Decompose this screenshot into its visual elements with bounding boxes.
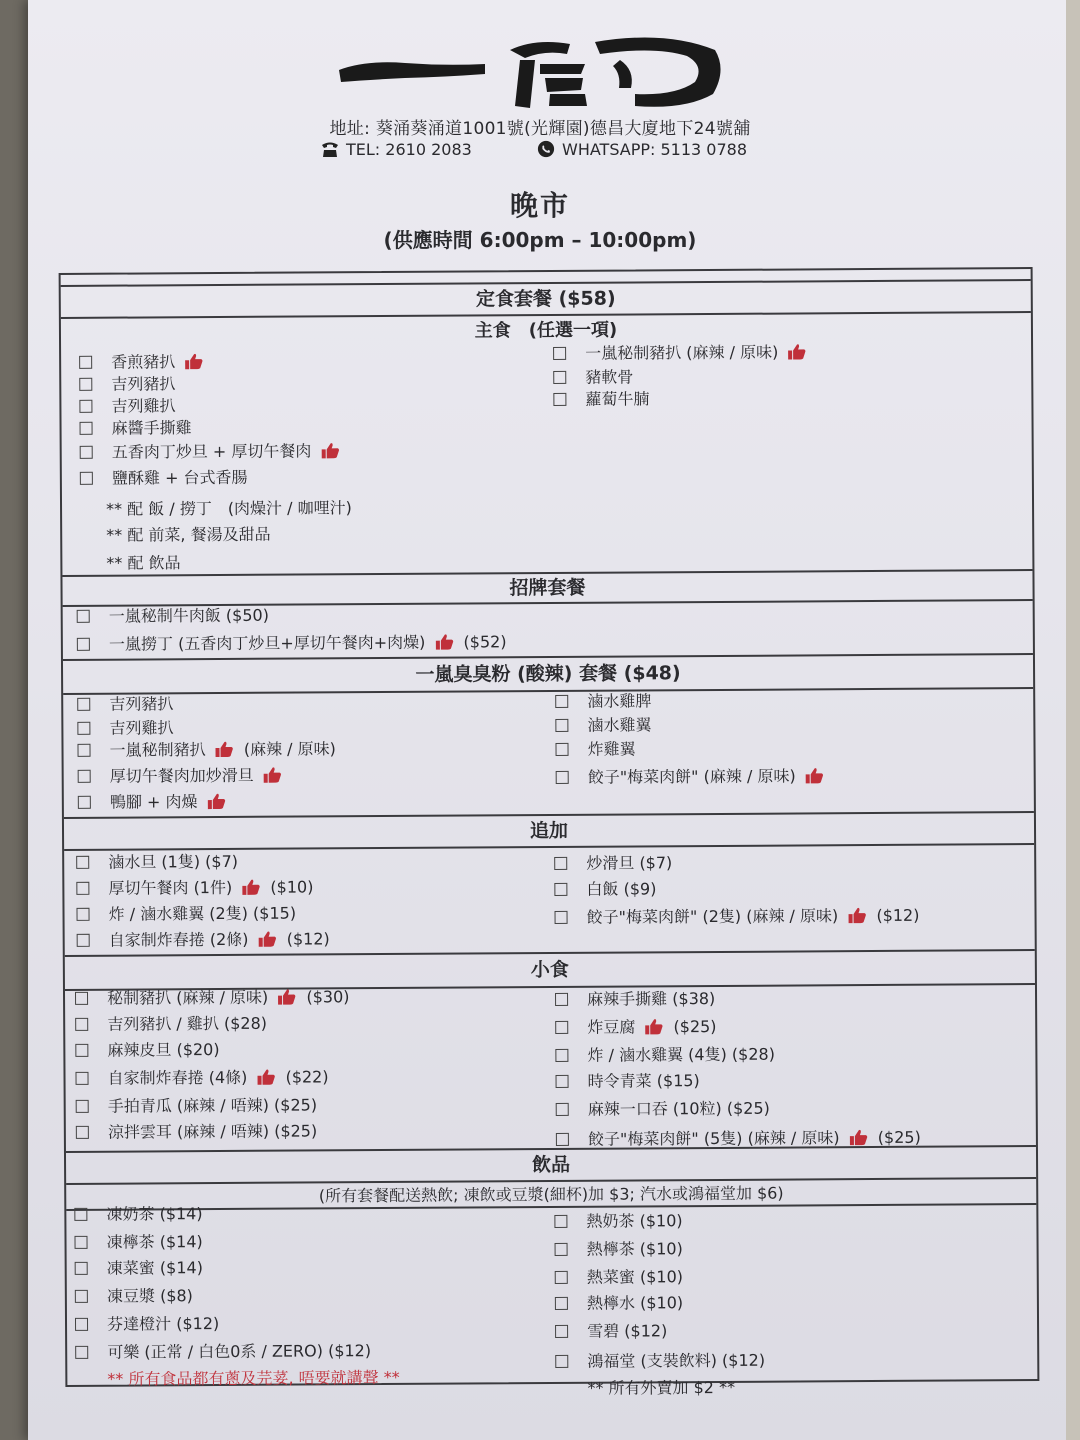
- menu-item: [555, 1239, 683, 1260]
- menu-item: [74, 1232, 202, 1253]
- checkbox[interactable]: [555, 1271, 568, 1284]
- menu-item: [555, 739, 635, 759]
- item-name: 豬軟骨: [580, 367, 634, 387]
- menu-item: [555, 1071, 699, 1092]
- item-name: 香煎豬扒: [106, 352, 181, 372]
- menu-item: [75, 987, 350, 1009]
- checkbox[interactable]: [77, 638, 90, 651]
- item-price: ($8): [159, 1286, 193, 1306]
- item-name: 一嵐撈丁 (五香肉丁炒旦+厚切午餐肉+肉燥): [103, 632, 431, 654]
- menu-item: [77, 632, 507, 655]
- item-price: ($14): [159, 1204, 203, 1224]
- checkbox[interactable]: [78, 796, 91, 809]
- thumbs-up-icon: [256, 1068, 276, 1086]
- checkbox[interactable]: [78, 770, 91, 783]
- menu-item: [555, 1267, 683, 1288]
- checkbox[interactable]: [75, 1318, 88, 1331]
- menu-item: [555, 1293, 683, 1314]
- item-price: ($52): [458, 632, 507, 652]
- menu-item: [77, 739, 335, 761]
- item-price: ($7): [639, 853, 673, 873]
- item-option: (麻辣 / 原味): [703, 766, 801, 787]
- checkbox[interactable]: [74, 1236, 87, 1249]
- section-header-snacks: 小食: [65, 949, 1035, 991]
- item-name: 麻醬手撕雞: [106, 418, 192, 438]
- item-price: ($25): [274, 1121, 318, 1141]
- checkbox[interactable]: [76, 882, 89, 895]
- menu-item: [553, 389, 649, 410]
- menu-item: [79, 352, 208, 373]
- menu-item: [78, 792, 231, 813]
- menu-item: [75, 1014, 267, 1035]
- checkbox[interactable]: [553, 347, 566, 360]
- item-price: ($10): [639, 1267, 684, 1287]
- item-name: 凍檸茶: [101, 1232, 160, 1252]
- menu-item: [75, 1341, 371, 1363]
- checkbox[interactable]: [555, 1297, 568, 1310]
- item-name: 鹽酥雞 + 台式香腸: [106, 467, 248, 488]
- item-name: 吉列豬扒: [104, 694, 174, 714]
- checkbox[interactable]: [75, 1346, 88, 1359]
- address: 地址: 葵涌葵涌道1001號(光輝園)德昌大廈地下24號舖: [329, 119, 751, 139]
- item-name: 炸豆腐: [582, 1017, 641, 1037]
- item-price: ($7): [205, 851, 239, 872]
- item-name: 凍奶茶: [101, 1204, 160, 1224]
- menu-item: [75, 1258, 203, 1279]
- item-name: 熱檸水: [581, 1293, 641, 1313]
- menu-item: [80, 468, 248, 489]
- checkbox[interactable]: [79, 378, 92, 391]
- item-name: 凍菜蜜: [101, 1258, 160, 1278]
- thumbs-up-icon: [320, 441, 340, 459]
- phone-number: TEL: 2610 2083: [346, 140, 472, 159]
- checkbox[interactable]: [79, 356, 92, 369]
- menu-item: [553, 342, 811, 364]
- item-price: ($20): [176, 1040, 220, 1060]
- item-price: ($28): [731, 1044, 775, 1064]
- thumbs-up-icon: [805, 766, 825, 784]
- drinks-note: (所有套餐配送熱飲; 凍飲或豆漿(細杯)加 $3; 汽水或鴻福堂加 $6): [318, 1183, 784, 1206]
- checkbox[interactable]: [555, 1021, 568, 1034]
- checkbox[interactable]: [556, 1103, 569, 1116]
- item-name: 炸 / 滷水雞翼 (4隻): [582, 1044, 732, 1065]
- item-price: ($15): [252, 903, 297, 923]
- checkbox[interactable]: [555, 1243, 568, 1256]
- meal-note: ** 配 飯 / 撈丁 (肉燥汁 / 咖哩汁): [105, 498, 352, 519]
- item-price: ($25): [872, 1127, 921, 1148]
- menu-item: [77, 718, 173, 739]
- checkbox[interactable]: [76, 908, 89, 921]
- thumbs-up-icon: [434, 633, 454, 651]
- item-name: 餃子"梅菜肉餅" (2隻) (麻辣 / 原味): [581, 906, 844, 927]
- checkbox[interactable]: [80, 446, 93, 459]
- menu-item: [75, 1314, 219, 1335]
- checkbox[interactable]: [556, 771, 569, 784]
- item-name: 炸 / 滷水雞翼 (2隻): [103, 903, 254, 924]
- item-name: 熱奶茶: [581, 1211, 640, 1231]
- checkbox[interactable]: [77, 934, 90, 947]
- item-price: ($14): [159, 1258, 203, 1278]
- checkbox[interactable]: [77, 698, 90, 711]
- item-name: 秘制豬扒 (麻辣 / 原味): [101, 987, 274, 1008]
- thumbs-up-icon: [849, 1128, 869, 1146]
- thumbs-up-icon: [241, 878, 261, 896]
- item-price: ($12): [176, 1314, 220, 1334]
- menu-item: [555, 691, 651, 712]
- item-name: 鴨腳 + 肉燥: [104, 792, 203, 812]
- item-name: 吉列雞扒: [106, 396, 176, 416]
- checkbox[interactable]: [76, 1100, 89, 1113]
- whatsapp-number: WHATSAPP: 5113 0788: [562, 140, 748, 159]
- item-name: 滷水旦 (1隻): [103, 852, 206, 872]
- item-price: ($12): [327, 1341, 372, 1361]
- thumbs-up-icon: [258, 930, 278, 948]
- restaurant-logo: [335, 30, 725, 110]
- menu-item: [77, 694, 173, 715]
- item-name: 芬達橙汁: [101, 1314, 177, 1334]
- item-name: 時令青菜: [582, 1071, 657, 1091]
- item-name: 自家制炸春捲 (4條): [102, 1067, 253, 1088]
- service-hours: (供應時間 6:00pm – 10:00pm): [383, 228, 697, 252]
- item-name: 涼拌雲耳 (麻辣 / 唔辣): [102, 1121, 275, 1142]
- menu-item: [554, 853, 672, 874]
- item-name: 自家制炸春捲 (2條): [103, 929, 254, 950]
- item-price: ($12): [281, 929, 330, 949]
- item-name: 吉列豬扒 / 雞扒: [102, 1013, 225, 1034]
- item-option: (麻辣 / 原味): [238, 739, 336, 759]
- menu-item: [555, 1321, 667, 1342]
- menu-item: [555, 1351, 765, 1372]
- item-name: 手拍青瓜 (麻辣 / 唔辣): [102, 1095, 275, 1116]
- menu-item: [76, 877, 313, 898]
- item-price: ($12): [624, 1321, 668, 1341]
- item-price: ($12): [871, 905, 920, 926]
- item-name: 麻辣一口吞 (10粒): [582, 1098, 727, 1119]
- menu-item: [79, 396, 175, 417]
- whatsapp-contact: [536, 140, 747, 159]
- checkbox[interactable]: [79, 400, 92, 413]
- item-name: 一嵐秘制豬扒: [104, 740, 211, 760]
- checkbox[interactable]: [556, 1075, 569, 1088]
- checkbox[interactable]: [75, 1044, 88, 1057]
- checkbox[interactable]: [555, 1355, 568, 1368]
- item-price: ($10): [640, 1293, 684, 1313]
- thumbs-up-icon: [263, 766, 283, 784]
- menu-item: [75, 1040, 219, 1061]
- menu-item: [555, 1017, 716, 1038]
- item-name: 餃子"梅菜肉餅" (5隻) (麻辣 / 原味): [582, 1128, 845, 1149]
- thumbs-up-icon: [787, 342, 807, 360]
- item-name: 吉列豬扒: [106, 374, 176, 394]
- item-price: ($15): [656, 1071, 700, 1091]
- item-name: 一嵐秘制牛肉飯: [103, 605, 226, 626]
- item-price: ($22): [280, 1067, 329, 1087]
- item-price: ($28): [223, 1013, 268, 1033]
- item-price: ($10): [639, 1211, 683, 1231]
- checkbox[interactable]: [74, 1208, 87, 1221]
- checkbox[interactable]: [75, 1262, 88, 1275]
- page-title: 晚市: [509, 189, 570, 222]
- menu-item: [76, 852, 238, 873]
- menu-item: [554, 879, 656, 900]
- section-header-set-meal: 定食套餐 ($58): [61, 279, 1031, 319]
- checkbox[interactable]: [554, 857, 567, 870]
- thumbs-up-icon: [215, 740, 235, 758]
- section-header-addon: 追加: [64, 811, 1034, 851]
- item-name: 炸雞翼: [582, 739, 636, 759]
- item-name: 蘿蔔牛腩: [580, 389, 650, 409]
- menu-item: [78, 766, 287, 787]
- item-name: 熱檸茶: [581, 1239, 640, 1259]
- item-name: 白飯: [581, 879, 624, 899]
- item-name: 凍豆漿: [101, 1286, 161, 1306]
- menu-item: [554, 1211, 682, 1232]
- checkbox[interactable]: [555, 993, 568, 1006]
- section-header-drinks: 飲品: [66, 1145, 1036, 1185]
- checkbox[interactable]: [555, 695, 568, 708]
- menu-item: [556, 766, 829, 788]
- footer-note-garnish: ** 所有食品都有蔥及芫荽, 唔要就講聲 **: [107, 1367, 400, 1389]
- checkbox[interactable]: [80, 422, 93, 435]
- section-header-stinky-noodle: 一嵐臭臭粉 (酸辣) 套餐 ($48): [63, 653, 1033, 695]
- checkbox[interactable]: [555, 1325, 568, 1338]
- item-price: ($25): [668, 1016, 717, 1037]
- checkbox[interactable]: [77, 744, 90, 757]
- thumbs-up-icon: [644, 1017, 664, 1035]
- meal-note: ** 配 前菜, 餐湯及甜品: [106, 524, 271, 545]
- item-name: 吉列雞扒: [104, 718, 174, 738]
- phone-icon: [320, 140, 340, 158]
- item-price: ($10): [265, 877, 314, 897]
- section-header-signature: 招牌套餐: [62, 569, 1032, 607]
- menu-item: [556, 1099, 770, 1120]
- item-price: ($50): [225, 605, 269, 625]
- menu-item: [77, 929, 330, 951]
- checkbox[interactable]: [555, 743, 568, 756]
- item-name: 麻辣手撕雞: [581, 989, 673, 1009]
- menu-item: [554, 906, 919, 928]
- menu-item: [79, 418, 191, 439]
- item-price: ($14): [159, 1232, 203, 1252]
- checkbox[interactable]: [75, 1072, 88, 1085]
- menu-item: [555, 1045, 775, 1066]
- menu-item: [76, 1121, 317, 1142]
- item-name: 滷水雞翼: [582, 715, 652, 735]
- checkbox[interactable]: [77, 610, 90, 623]
- item-name: 炒滑旦: [581, 853, 640, 873]
- meal-note: ** 配 飲品: [106, 553, 181, 573]
- item-price: ($25): [726, 1098, 770, 1118]
- item-name: 一嵐秘制豬扒 (麻辣 / 原味): [580, 342, 784, 363]
- item-name: 鴻福堂 (支裝飲料): [582, 1350, 723, 1371]
- checkbox[interactable]: [555, 911, 568, 924]
- menu-item: [79, 374, 175, 395]
- item-name: 餃子"梅菜肉餅": [582, 767, 704, 787]
- item-name: 滷水雞脾: [582, 691, 652, 711]
- checkbox[interactable]: [554, 883, 567, 896]
- phone-contact: [320, 140, 472, 159]
- thumbs-up-icon: [184, 352, 204, 370]
- whatsapp-icon: [536, 140, 556, 158]
- checkbox[interactable]: [75, 1018, 88, 1031]
- checkbox[interactable]: [556, 1133, 569, 1146]
- menu-item: [76, 1095, 317, 1116]
- item-price: ($25): [273, 1095, 318, 1115]
- checkbox[interactable]: [76, 856, 89, 869]
- checkbox[interactable]: [553, 371, 566, 384]
- checkbox[interactable]: [553, 393, 566, 406]
- menu-item: [555, 715, 651, 736]
- item-price: ($12): [721, 1350, 766, 1370]
- item-name: 厚切午餐肉加炒滑旦: [104, 765, 259, 786]
- item-name: 可樂 (正常 / 白色0系 / ZERO): [102, 1341, 329, 1362]
- thumbs-up-icon: [847, 906, 867, 924]
- footer-note-takeaway: ** 所有外賣加 $2 **: [587, 1377, 736, 1398]
- item-price: ($10): [639, 1239, 683, 1259]
- item-name: 麻辣皮旦: [102, 1040, 177, 1060]
- menu-item: [77, 606, 269, 627]
- menu-item: [75, 1286, 193, 1307]
- section-subheader: 主食 (任選一項): [474, 319, 618, 342]
- checkbox[interactable]: [75, 992, 88, 1005]
- menu-item: [555, 989, 715, 1010]
- menu-item: [75, 1067, 328, 1089]
- checkbox[interactable]: [75, 1290, 88, 1303]
- checkbox[interactable]: [80, 472, 93, 485]
- item-name: 五香肉丁炒旦 + 厚切午餐肉: [106, 441, 317, 462]
- thumbs-up-icon: [207, 792, 227, 810]
- menu-item: [553, 367, 633, 387]
- menu-item: [80, 441, 345, 463]
- item-price: ($30): [301, 987, 350, 1007]
- menu-table: [59, 267, 1040, 1398]
- item-name: 熱菜蜜: [581, 1267, 640, 1287]
- menu-item: [74, 1204, 202, 1225]
- checkbox[interactable]: [555, 1049, 568, 1062]
- item-price: ($9): [623, 879, 657, 899]
- thumbs-up-icon: [277, 988, 297, 1006]
- checkbox[interactable]: [554, 1215, 567, 1228]
- checkbox[interactable]: [77, 722, 90, 735]
- checkbox[interactable]: [76, 1126, 89, 1139]
- item-name: 雪碧: [582, 1321, 625, 1341]
- menu-item: [76, 904, 296, 925]
- checkbox[interactable]: [555, 719, 568, 732]
- item-name: 厚切午餐肉 (1件): [103, 877, 238, 898]
- item-price: ($38): [672, 988, 716, 1009]
